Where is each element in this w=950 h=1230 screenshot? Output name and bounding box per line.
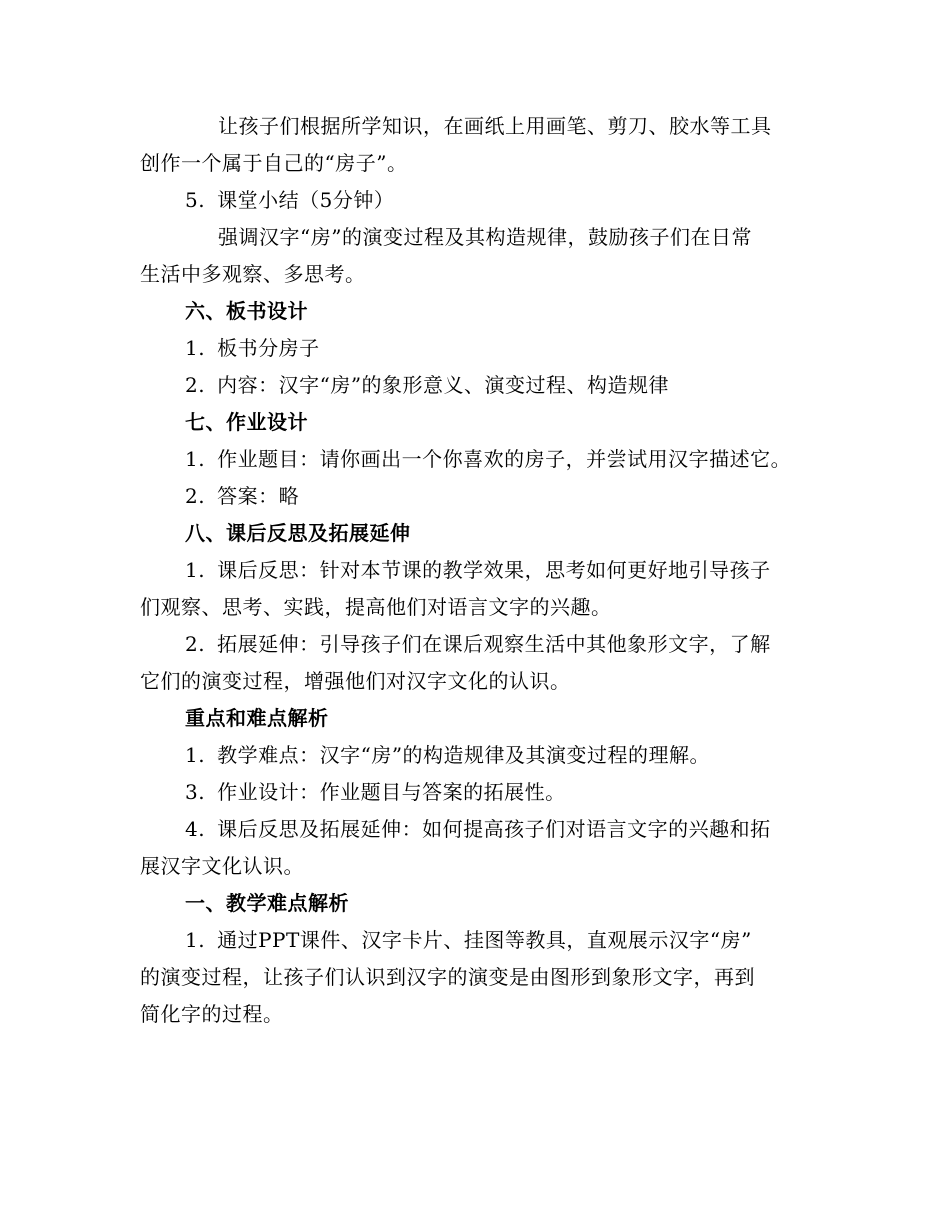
list-number: 1. <box>185 336 206 360</box>
list-item <box>140 552 820 589</box>
list-item-text: 课堂小结（5分钟） <box>217 188 395 212</box>
list-number: 1. <box>185 743 206 767</box>
paragraph: 它们的演变过程，增强他们对汉字文化的认识。 <box>140 669 571 693</box>
list-item-text: 拓展延伸：引导孩子们在课后观察生活中其他象形文字，了解 <box>217 632 771 656</box>
paragraph: 强调汉字“房”的演变过程及其构造规律，鼓励孩子们在日常 <box>218 225 752 249</box>
list-item <box>140 774 820 811</box>
paragraph: 生活中多观察、多思考。 <box>140 262 366 286</box>
list-number: 3. <box>185 780 206 804</box>
list-item <box>140 737 820 774</box>
list-item-text: 教学难点：汉字“房”的构造规律及其演变过程的理解。 <box>217 743 711 767</box>
list-item <box>140 811 820 848</box>
list-number: 2. <box>185 484 206 508</box>
list-item <box>140 626 820 663</box>
list-item-text: 作业设计：作业题目与答案的拓展性。 <box>217 780 566 804</box>
list-number: 1. <box>185 447 206 471</box>
list-number: 2. <box>185 632 206 656</box>
paragraph: 们观察、思考、实践，提高他们对语言文字的兴趣。 <box>140 595 612 619</box>
list-item <box>140 330 820 367</box>
paragraph: 让孩子们根据所学知识，在画纸上用画笔、剪刀、胶水等工具 <box>218 114 772 138</box>
list-item-text: 通过PPT课件、汉字卡片、挂图等教具，直观展示汉字“房” <box>217 928 752 952</box>
paragraph: 的演变过程，让孩子们认识到汉字的演变是由图形到象形文字，再到 <box>140 965 755 989</box>
list-item-text: 内容：汉字“房”的象形意义、演变过程、构造规律 <box>217 373 670 397</box>
list-number: 1. <box>185 928 206 952</box>
list-item-text: 课后反思及拓展延伸：如何提高孩子们对语言文字的兴趣和拓 <box>217 817 771 841</box>
list-item-text: 答案：略 <box>217 484 300 508</box>
section-heading: 六、板书设计 <box>185 299 308 323</box>
paragraph: 展汉字文化认识。 <box>140 854 304 878</box>
section-heading: 一、教学难点解析 <box>185 891 349 915</box>
list-number: 1. <box>185 558 206 582</box>
paragraph: 创作一个属于自己的“房子”。 <box>140 151 408 175</box>
list-item-text: 作业题目：请你画出一个你喜欢的房子，并尝试用汉字描述它。 <box>217 447 792 471</box>
section-heading: 八、课后反思及拓展延伸 <box>185 521 411 545</box>
document-body <box>140 108 820 1033</box>
paragraph: 简化字的过程。 <box>140 1002 284 1026</box>
list-item <box>140 478 820 515</box>
section-heading: 重点和难点解析 <box>185 706 329 730</box>
list-item <box>140 922 820 959</box>
list-item-text: 课后反思：针对本节课的教学效果，思考如何更好地引导孩子 <box>217 558 771 582</box>
list-number: 5. <box>185 188 206 212</box>
list-item <box>140 182 820 219</box>
list-item-text: 板书分房子 <box>217 336 320 360</box>
list-item <box>140 441 820 478</box>
list-number: 4. <box>185 817 206 841</box>
list-number: 2. <box>185 373 206 397</box>
list-item <box>140 367 820 404</box>
section-heading: 七、作业设计 <box>185 410 308 434</box>
